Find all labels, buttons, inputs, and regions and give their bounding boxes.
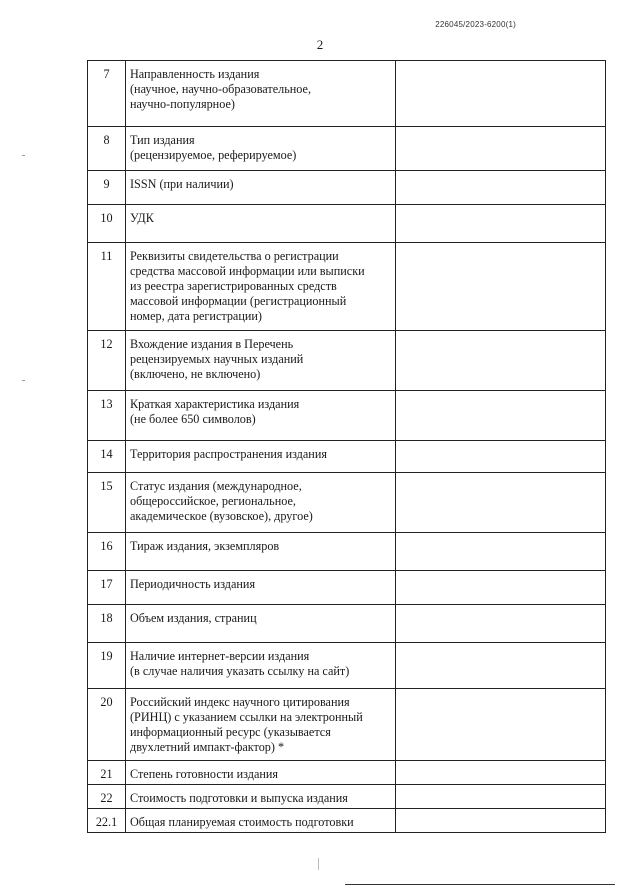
- table-row: [88, 61, 606, 127]
- row-label-line: Тираж издания, экземпляров: [130, 539, 280, 553]
- row-number: 11: [88, 243, 126, 331]
- row-label: [126, 761, 396, 785]
- table-row: [88, 171, 606, 205]
- table-row: [88, 643, 606, 689]
- row-number: 12: [88, 331, 126, 391]
- row-label-line: Наличие интернет-версии издания: [130, 649, 310, 663]
- row-label-line: научно-популярное): [130, 97, 235, 111]
- row-number: 22: [88, 785, 126, 809]
- table-row: [88, 331, 606, 391]
- row-label-line: Реквизиты свидетельства о регистрации: [130, 249, 339, 263]
- row-value-field[interactable]: [396, 331, 606, 391]
- row-value-field[interactable]: [396, 473, 606, 533]
- row-label: [126, 785, 396, 809]
- row-number: 15: [88, 473, 126, 533]
- document-number: 226045/2023-6200(1): [435, 20, 516, 29]
- row-value-field[interactable]: [396, 127, 606, 171]
- row-value-field[interactable]: [396, 689, 606, 761]
- row-label-line: Российский индекс научного цитирования: [130, 695, 350, 709]
- row-number: 19: [88, 643, 126, 689]
- row-label-line: (в случае наличия указать ссылку на сайт): [130, 664, 350, 678]
- row-label: [126, 243, 396, 331]
- row-label-line: УДК: [130, 211, 154, 225]
- row-number: 7: [88, 61, 126, 127]
- row-label-line: из реестра зарегистрированных средств: [130, 279, 337, 293]
- row-value-field[interactable]: [396, 441, 606, 473]
- row-number: 14: [88, 441, 126, 473]
- table-row: [88, 605, 606, 643]
- row-label: [126, 605, 396, 643]
- form-table-body: [88, 61, 606, 833]
- row-label-line: Территория распространения издания: [130, 447, 327, 461]
- row-value-field[interactable]: [396, 785, 606, 809]
- row-value-field[interactable]: [396, 571, 606, 605]
- row-label: [126, 61, 396, 127]
- row-value-field[interactable]: [396, 809, 606, 833]
- row-label: [126, 473, 396, 533]
- row-label: [126, 331, 396, 391]
- row-value-field[interactable]: [396, 605, 606, 643]
- table-row: [88, 205, 606, 243]
- row-number: 10: [88, 205, 126, 243]
- margin-mark: [22, 155, 25, 156]
- row-number: 16: [88, 533, 126, 571]
- table-row: [88, 441, 606, 473]
- row-label-line: академическое (вузовское), другое): [130, 509, 313, 523]
- row-label-line: Степень готовности издания: [130, 767, 279, 781]
- table-row: [88, 391, 606, 441]
- row-label-line: рецензируемых научных изданий: [130, 352, 304, 366]
- row-number: 20: [88, 689, 126, 761]
- table-row: [88, 127, 606, 171]
- row-label-line: Статус издания (международное,: [130, 479, 302, 493]
- row-label-line: средства массовой информации или выписки: [130, 264, 365, 278]
- row-label: [126, 205, 396, 243]
- table-row: [88, 761, 606, 785]
- row-value-field[interactable]: [396, 761, 606, 785]
- row-label: [126, 127, 396, 171]
- row-number: 17: [88, 571, 126, 605]
- row-label-line: (рецензируемое, реферируемое): [130, 148, 297, 162]
- row-label: [126, 571, 396, 605]
- row-value-field[interactable]: [396, 243, 606, 331]
- row-number: 18: [88, 605, 126, 643]
- row-label: [126, 809, 396, 833]
- row-label: [126, 391, 396, 441]
- table-row: [88, 785, 606, 809]
- row-number: 13: [88, 391, 126, 441]
- row-label-line: Стоимость подготовки и выпуска издания: [130, 791, 348, 805]
- table-row: [88, 809, 606, 833]
- row-label-line: (включено, не включено): [130, 367, 261, 381]
- row-label-line: Общая планируемая стоимость подготовки: [130, 815, 354, 829]
- row-label-line: Вхождение издания в Перечень: [130, 337, 294, 351]
- row-label-line: (научное, научно-образовательное,: [130, 82, 311, 96]
- row-value-field[interactable]: [396, 171, 606, 205]
- table-row: [88, 533, 606, 571]
- table-row: [88, 243, 606, 331]
- bottom-rule: [345, 884, 615, 885]
- row-label: [126, 441, 396, 473]
- row-number: 21: [88, 761, 126, 785]
- row-value-field[interactable]: [396, 61, 606, 127]
- row-label-line: Тип издания: [130, 133, 195, 147]
- row-number: 8: [88, 127, 126, 171]
- row-label-line: массовой информации (регистрационный: [130, 294, 347, 308]
- row-label-line: общероссийское, региональное,: [130, 494, 296, 508]
- row-label: [126, 643, 396, 689]
- row-label-line: Краткая характеристика издания: [130, 397, 300, 411]
- row-label-line: двухлетний импакт-фактор) *: [130, 740, 285, 754]
- row-label-line: (РИНЦ) с указанием ссылки на электронный: [130, 710, 363, 724]
- margin-mark: [22, 380, 25, 381]
- row-value-field[interactable]: [396, 391, 606, 441]
- row-label-line: Объем издания, страниц: [130, 611, 257, 625]
- row-label-line: Направленность издания: [130, 67, 260, 81]
- row-value-field[interactable]: [396, 643, 606, 689]
- row-label-line: информационный ресурс (указывается: [130, 725, 331, 739]
- table-row: [88, 689, 606, 761]
- row-value-field[interactable]: [396, 205, 606, 243]
- row-label: [126, 533, 396, 571]
- row-label-line: номер, дата регистрации): [130, 309, 262, 323]
- row-label-line: (не более 650 символов): [130, 412, 256, 426]
- table-row: [88, 571, 606, 605]
- row-label-line: ISSN (при наличии): [130, 177, 234, 191]
- form-table: [87, 60, 606, 833]
- row-label-line: Периодичность издания: [130, 577, 256, 591]
- row-number: 22.1: [88, 809, 126, 833]
- row-label: [126, 171, 396, 205]
- table-row: [88, 473, 606, 533]
- row-number: 9: [88, 171, 126, 205]
- row-value-field[interactable]: [396, 533, 606, 571]
- page-number: 2: [316, 37, 324, 52]
- row-label: [126, 689, 396, 761]
- scan-mark: [318, 858, 319, 870]
